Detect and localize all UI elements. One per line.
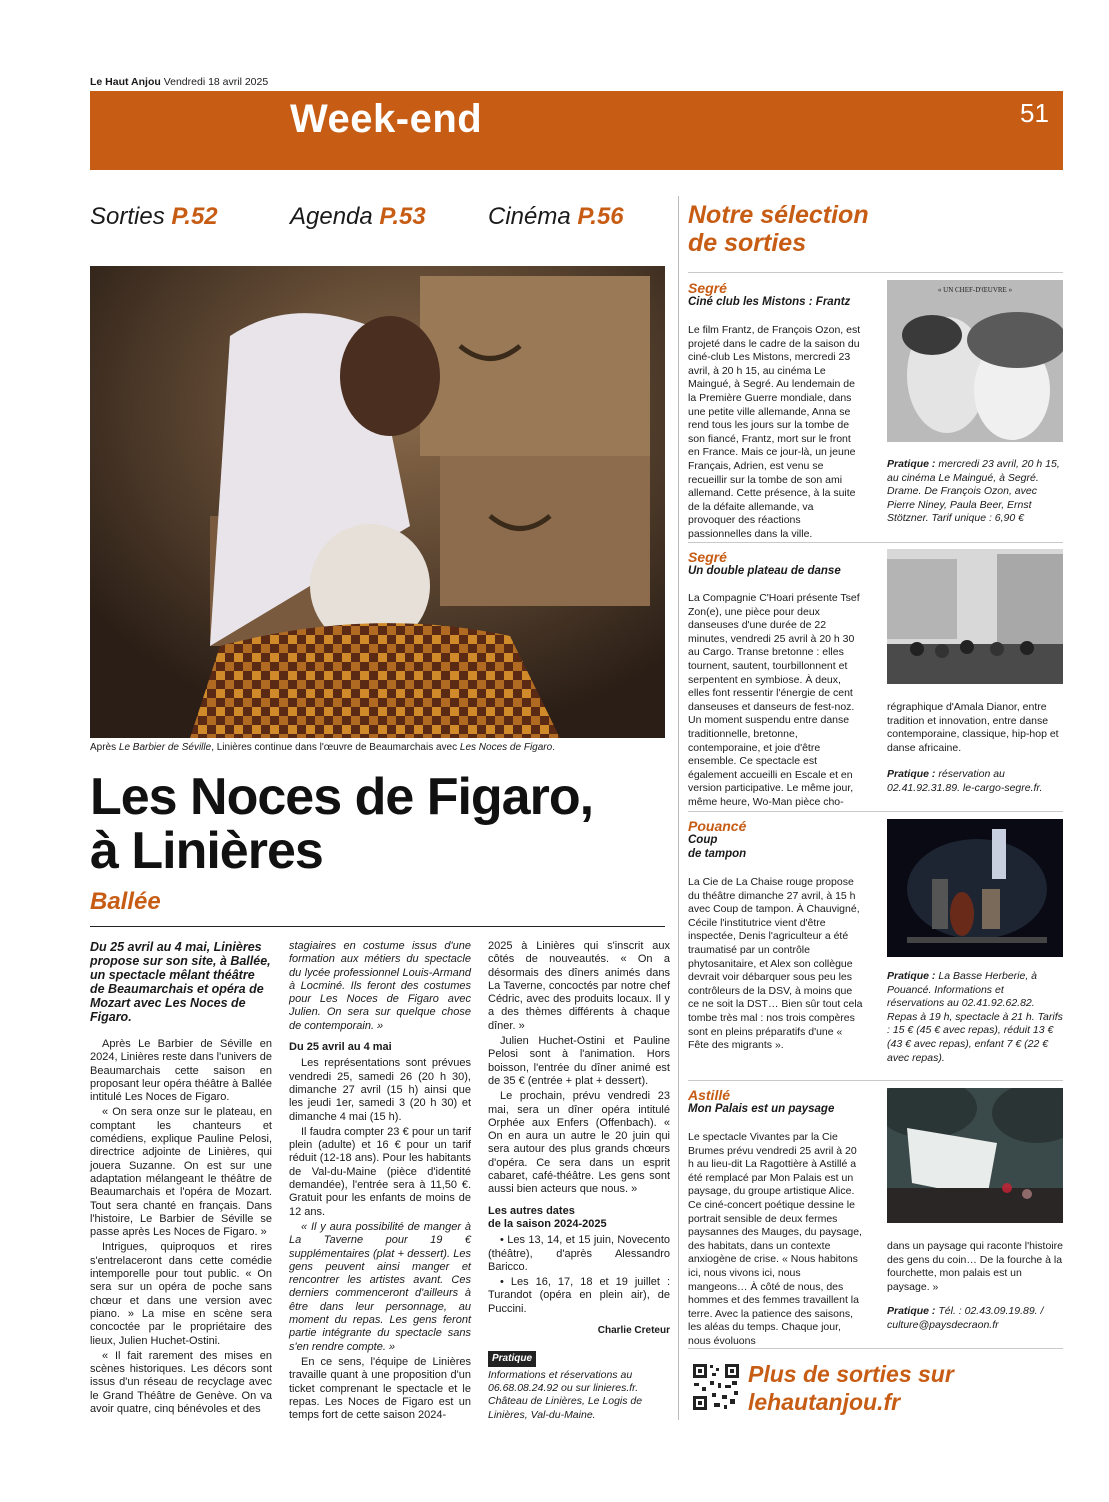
pratique-label: Pratique :	[887, 1305, 936, 1317]
event-name: Mon Palais est un paysage	[688, 1103, 835, 1115]
lead-paragraph: Du 25 avril au 4 mai, Linières propose sur son site, à Ballée, un spectacle mêlant théâtre de Beaumarchais et opéra de Mozart avec Les Noces de Figaro.	[90, 940, 271, 1024]
event-photo-danse	[887, 549, 1063, 684]
nav-cinema[interactable]	[488, 203, 624, 231]
poster-text: « UN CHEF-D'ŒUVRE »	[937, 286, 1013, 294]
column-divider	[678, 196, 679, 1420]
event-text-continued: dans un paysage qui raconte l'histoire des gens du coin… De la fourche à la fourchette, mon palais est un paysage. »	[887, 1240, 1063, 1293]
section-banner	[90, 91, 1063, 170]
headline-line: à Linières	[90, 822, 323, 880]
event-text: Le spectacle Vivantes par la Cie Brumes prévu vendredi 25 avril à 20 h au lieu-dit La Ragottière à Astillé a été remplacé par Mon Palais est un paysage, du groupe artistique Alice. Ce ciné-concert poétique dessine le portrait sensible de deux fermes paysannes des Mauges, du paysage, des habitats, dans un contexte anxiogène de crise. « Nous habitons ici, nous vivons ici, nous mangeons… À côté de nous, des hommes et des femmes travaillent la terre. Avec la patience des saisons, les aléas du temps. Chaque jour, nous évoluons	[688, 1131, 862, 1347]
event-city: Pouancé	[688, 818, 747, 834]
paragraph: Les représentations sont prévues vendredi 25, samedi 26 (20 h 30), dimanche 27 avril (15 h) ainsi que les jeudi 1er, samedi 3 (20 h 30) et dimanche 4 mai (15 h).	[289, 1057, 471, 1123]
paragraph: 2025 à Linières qui s'inscrit aux côtés de nouveautés. « On a désormais des dîners animés dans La Taverne, concoctés par notre chef Cédric, avec des produits locaux. Il y a des thèmes différents à chaque dîner. »	[488, 940, 670, 1032]
byline: Charlie Creteur	[597, 1325, 670, 1337]
pratique-value: Tél. : 02.43.09.19.89. / culture@paysdecraon.fr	[887, 1305, 1044, 1331]
nav-label: Cinéma	[488, 203, 571, 230]
article-column-2	[289, 940, 471, 1424]
nav-label: Sorties	[90, 203, 165, 230]
paragraph: Il faudra compter 23 € pour un tarif plein (adulte) et 16 € pour un tarif réduit (12-18 ans). Pour les habitants de Val-du-Maine (pièce d'identité demandée), l'entrée sera à 11,50 €. Gratuit pour les enfants de moins de 12 ans.	[289, 1125, 471, 1218]
more-link[interactable]	[748, 1360, 954, 1416]
event-city: Segré	[688, 280, 727, 296]
paragraph: En ce sens, l'équipe de Linières travaille quant à une proposition d'un ticket comprenant le spectacle et le repas. Les Noces de Figaro est un temps fort de cette saison 2024-	[289, 1355, 471, 1422]
pratique-value: La Basse Herberie, à Pouancé. Informations et réservations au 02.41.92.62.82. Repas à 19 h, spectacle à 21 h. Tarifs : 15 € (45 € avec repas), réduit 13 € (43 € avec repas), enfant 7 € (22 € avec repas).	[887, 970, 1063, 1064]
subheading: Les autres dates	[488, 1204, 575, 1217]
event-name: Un double plateau de danse	[688, 565, 841, 577]
event-pratique	[887, 458, 1063, 526]
event-city: Segré	[688, 549, 727, 565]
paragraph: « Il fait rarement des mises en scènes historiques. Les décors sont issus d'un réseau de recyclage avec le Grand Théâtre de Genève. On va avoir quatre, cinq bénévoles et des	[90, 1349, 272, 1416]
section-title: Week-end	[290, 97, 483, 141]
article-column-3	[488, 940, 670, 1424]
pratique-label: Pratique :	[887, 768, 936, 780]
photo-caption	[90, 742, 665, 753]
paragraph: • Les 16, 17, 18 et 19 juillet : Turandot (opéra en plein air), de Puccini.	[488, 1276, 670, 1315]
paragraph: Julien Huchet-Ostini et Pauline Pelosi sont à l'animation. Hors boisson, l'entrée du dîner animé est de 35 € (entrée + plat + dessert).	[488, 1035, 670, 1087]
event-text-continued: régraphique d'Amala Dianor, entre tradition et innovation, entre danse contemporaine, classique, hip-hop et danse africaine.	[887, 701, 1059, 754]
event-separator	[688, 542, 1063, 543]
event-photo-frantz	[887, 280, 1063, 442]
event-pratique	[887, 1305, 1063, 1332]
nav-page: P.52	[171, 203, 218, 230]
event-photo-theatre	[887, 819, 1063, 957]
title-line: Notre sélection	[688, 201, 869, 229]
event-pratique	[887, 768, 1063, 795]
pratique-value: mercredi 23 avril, 20 h 15, au cinéma Le Maingué, à Segré. Drame. De François Ozon, avec Pierre Niney, Paula Beer, Ernst Stötzner. Tarif unique : 6,90 €	[887, 458, 1060, 525]
paragraph: « Il y aura possibilité de manger à La Taverne pour 19 € supplémentaires (plat + dessert). Les gens peuvent ainsi manger et rencontrer les artistes avant. Ces derniers commenceront d'ailleurs à être dans leur personnage, au moment du repas. Les gens feront partie intégrante du spectacle sans s'en rendre compte. »	[289, 1220, 471, 1353]
caption-part: , Linières continue dans l'œuvre de Beaumarchais avec	[211, 742, 458, 753]
nav-page: P.56	[577, 203, 624, 230]
pratique-text: Informations et réservations au 06.68.08.24.92 ou sur linieres.fr. Château de Linières, Le Logis de Linières, Val-du-Maine.	[488, 1368, 643, 1421]
paragraph: Le prochain, prévu vendredi 23 mai, sera un dîner opéra intitulé Orphée aux Enfers (Offenbach). « On en aura un autre le 20 juin qui sera autour des plus grands chœurs d'opéra. Ce sera dans un esprit cabaret, café-théâtre. Les gens sont aussi bien acteurs que nous. »	[488, 1090, 670, 1196]
nav-sorties[interactable]	[90, 203, 218, 231]
nav-label: Agenda	[290, 203, 373, 230]
article-column-1	[90, 940, 272, 1418]
nav-agenda[interactable]	[290, 203, 426, 231]
event-text: La Compagnie C'Hoari présente Tsef Zon(e), une pièce pour deux danseuses d'une durée de 22 minutes, vendredi 25 avril à 20 h 30 au Cargo. Transe bretonne : elles tournent, sautent, tourbillonnent et serpentent en symbiose. À deux, elles font ressentir l'énergie de cent danseuses et danseurs de fest-noz. Un moment suspendu entre danse traditionnelle, bretonne, contemporaine, et joie d'être ensemble. Ce spectacle est également accueilli en Escale et en version participative. Le même jour, même heure, Wo-Man pièce cho-	[688, 592, 860, 808]
more-line: Plus de sorties sur	[748, 1361, 954, 1387]
event-separator	[688, 1348, 1063, 1349]
selection-title	[688, 201, 869, 257]
event-text: La Cie de La Chaise rouge propose du théâtre dimanche 27 avril, à 15 h avec Coup de tampon. À Chauvigné, Cécile l'institutrice vient d'être inspectée, Denis l'agriculteur a été traumatisé par un contrôle phytosanitaire, et Alex son collègue devrait voir débarquer sous peu les contrôleurs de la DSV, à moins que ce ne soit la DST… Bien sûr tout cela tombe très mal : nos trois compères sont en pleins préparatifs d'une « Fête des migrants ».	[688, 876, 863, 1052]
caption-part: Après	[90, 742, 117, 753]
headline	[90, 770, 665, 878]
main-photo	[90, 266, 665, 738]
paragraph: • Les 13, 14, et 15 juin, Novecento (théâtre), d'après Alessandro Baricco.	[488, 1234, 670, 1273]
more-url: lehautanjou.fr	[748, 1389, 901, 1415]
subheading: de la saison 2024-2025	[488, 1217, 607, 1230]
pratique-label: Pratique :	[887, 970, 936, 982]
pratique-value: réservation au 02.41.92.31.89. le-cargo-segre.fr.	[887, 768, 1043, 794]
caption-title: Le Barbier de Séville	[118, 742, 212, 753]
event-name	[688, 834, 746, 861]
article-place: Ballée	[90, 888, 161, 915]
issue-date: Vendredi 18 avril 2025	[163, 76, 269, 88]
pratique-label: Pratique :	[887, 458, 936, 470]
event-name-line: Coup	[688, 834, 718, 846]
headline-line: Les Noces de Figaro,	[90, 768, 594, 826]
paragraph: stagiaires en costume issus d'une formation aux métiers du spectacle du lycée professionnel Louis-Armand à Locminé. Ils feront des costumes pour Les Noces de Figaro avec Julien. On sera sur quelque chose de contemporain. »	[289, 940, 471, 1032]
event-text: Le film Frantz, de François Ozon, est projeté dans le cadre de la saison du ciné-club Les Mistons, mercredi 23 avril, à 20 h 15, au cinéma Le Maingué, à Segré. Au lendemain de la Première Guerre mondiale, dans une petite ville allemande, Anna se rend tous les jours sur la tombe de son fiancé, Frantz, mort sur le front en France. Mais ce jour-là, un jeune Français, Adrien, est venu se recueillir sur la tombe de son ami allemand. Cette présence, à la suite de la défaite allemande, va provoquer des réactions passionnelles dans la ville.	[688, 324, 861, 540]
caption-part: .	[552, 742, 555, 753]
event-city: Astillé	[688, 1087, 731, 1103]
divider	[90, 926, 665, 927]
event-name: Ciné club les Mistons : Frantz	[688, 296, 851, 308]
event-separator	[688, 1080, 1063, 1081]
dateline	[90, 76, 268, 88]
page-number: 51	[1020, 98, 1049, 128]
event-separator	[688, 811, 1063, 812]
paragraph: « On sera onze sur le plateau, en comptant les chanteurs et comédiens, explique Pauline Pelosi, directrice adjointe de Linières, qui jouera Suzanne. On est sur une adaptation mélangeant le théâtre de Beaumarchais et l'opéra de Mozart. Tout sera chanté en français. Dans l'histoire, Le Barbier de Séville se passe après Les Noces de Figaro. »	[90, 1106, 272, 1239]
paragraph: Après Le Barbier de Séville en 2024, Linières reste dans l'univers de Beaumarchais cette saison en proposant leur opéra théâtre à Ballée intitulé Les Noces de Figaro.	[90, 1038, 272, 1104]
title-line: de sorties	[688, 229, 807, 257]
pratique-tag: Pratique	[488, 1351, 536, 1366]
event-photo-paysage	[887, 1088, 1063, 1223]
event-name-line: de tampon	[688, 847, 747, 860]
paragraph: Intrigues, quiproquos et rires s'entrelaceront dans cette comédie intemporelle pour tout public. « On sera sur un opéra de poche sans chœur et dans une version avec piano. » La mise en scène sera concoctée par le propriétaire des lieux, Julien Huchet-Ostini.	[90, 1241, 272, 1347]
caption-title: Les Noces de Figaro	[459, 742, 553, 753]
nav-page: P.53	[379, 203, 426, 230]
event-separator	[688, 272, 1063, 273]
event-pratique	[887, 970, 1063, 1065]
qr-code-icon[interactable]	[692, 1363, 740, 1411]
subheading: Du 25 avril au 4 mai	[289, 1041, 392, 1054]
paper-name: Le Haut Anjou	[90, 76, 161, 88]
